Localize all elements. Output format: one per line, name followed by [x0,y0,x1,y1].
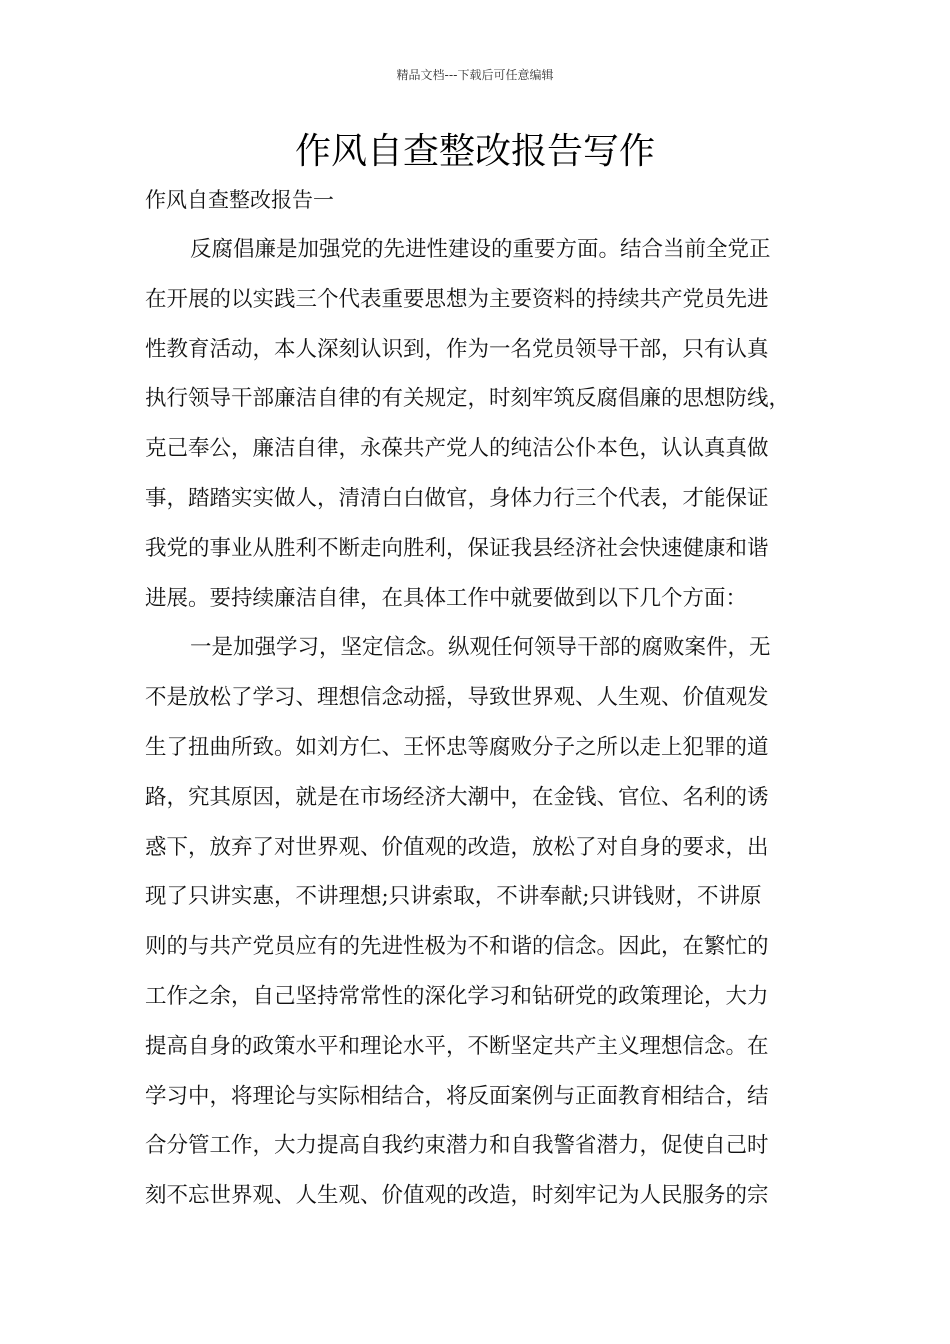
page-header: 精品文档---下载后可任意编辑 [396,68,554,82]
paragraph-2-line-2: 不是放松了学习、理想信念动摇，导致世界观、人生观、价值观发 [145,685,769,711]
paragraph-2-line-3: 生了扭曲所致。如刘方仁、王怀忠等腐败分子之所以走上犯罪的道 [145,734,769,760]
paragraph-2-line-1: 一是加强学习，坚定信念。纵观任何领导干部的腐败案件，无 [190,635,771,661]
paragraph-1-line-4: 执行领导干部廉洁自律的有关规定，时刻牢筑反腐倡廉的思想防线， [145,386,791,412]
document-subtitle: 作风自查整改报告一 [145,188,334,212]
paragraph-2-line-11: 合分管工作，大力提高自我约束潜力和自我警省潜力，促使自己时 [145,1133,769,1159]
paragraph-1-line-8: 进展。要持续廉洁自律，在具体工作中就要做到以下几个方面： [145,585,748,611]
paragraph-2-line-5: 惑下，放弃了对世界观、价值观的改造，放松了对自身的要求，出 [145,834,769,860]
paragraph-2-line-10: 学习中，将理论与实际相结合，将反面案例与正面教育相结合，结 [145,1083,769,1109]
paragraph-1-line-2: 在开展的以实践三个代表重要思想为主要资料的持续共产党员先进 [145,286,769,312]
paragraph-2-line-7: 则的与共产党员应有的先进性极为不和谐的信念。因此，在繁忙的 [145,934,769,960]
paragraph-2-line-6: 现了只讲实惠，不讲理想;只讲索取，不讲奉献;只讲钱财，不讲原 [145,884,762,910]
paragraph-1-line-5: 克己奉公，廉洁自律，永葆共产党人的纯洁公仆本色，认认真真做 [145,436,769,462]
paragraph-1-line-6: 事，踏踏实实做人，清清白白做官，身体力行三个代表，才能保证 [145,485,769,511]
paragraph-2-line-12: 刻不忘世界观、人生观、价值观的改造，时刻牢记为人民服务的宗 [145,1183,769,1209]
document-body [145,230,805,1226]
paragraph-2-line-4: 路，究其原因，就是在市场经济大潮中，在金钱、官位、名利的诱 [145,784,769,810]
paragraph-2-line-9: 提高自身的政策水平和理论水平，不断坚定共产主义理想信念。在 [145,1033,769,1059]
document-title: 作风自查整改报告写作 [294,131,655,172]
paragraph-1-line-7: 我党的事业从胜利不断走向胜利，保证我县经济社会快速健康和谐 [145,535,769,561]
paragraph-2-line-8: 工作之余，自己坚持常常性的深化学习和钻研党的政策理论，大力 [145,983,769,1009]
paragraph-1-line-3: 性教育活动，本人深刻认识到，作为一名党员领导干部，只有认真 [145,336,769,362]
paragraph-1-line-1: 反腐倡廉是加强党的先进性建设的重要方面。结合当前全党正 [190,237,771,262]
